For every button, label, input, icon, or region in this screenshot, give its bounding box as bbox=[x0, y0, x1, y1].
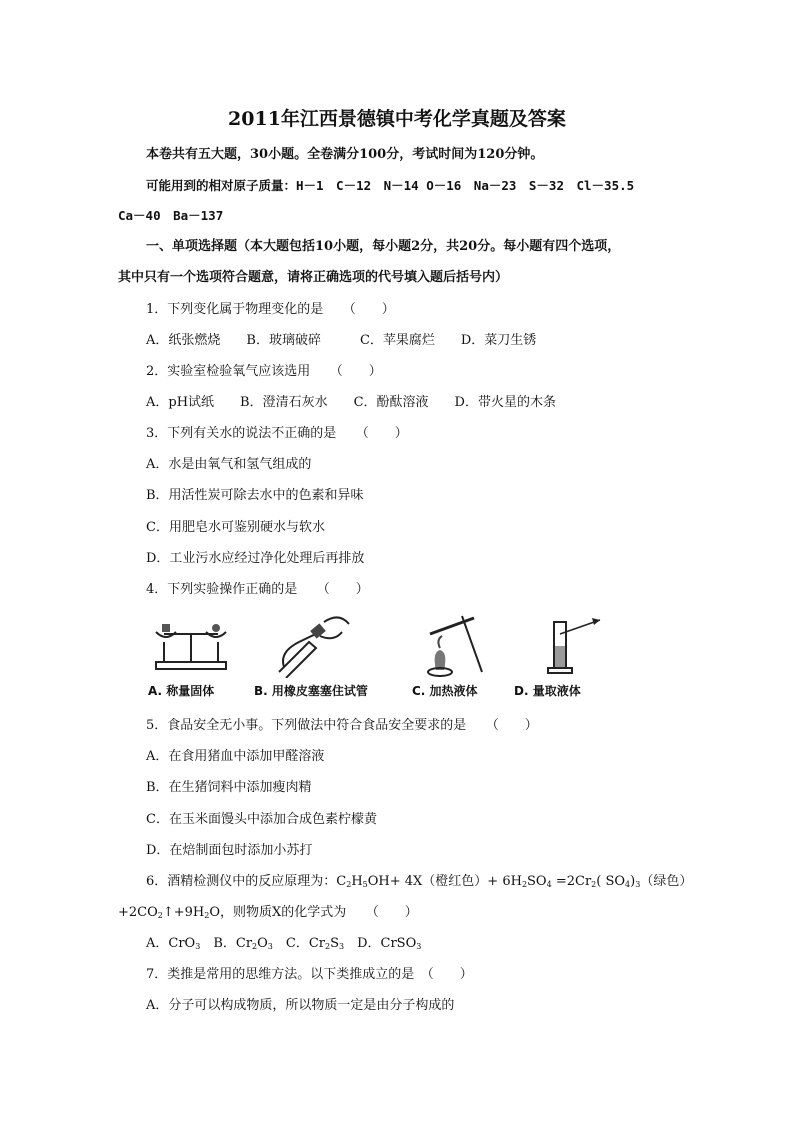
question-6-stem-line2: $+2CO_2↑+9H_2O$，则物质X的化学式为 （ ） bbox=[118, 905, 418, 920]
question-5-option-b: B．在生猪饲料中添加瘦肉精 bbox=[146, 780, 312, 795]
question-6-stem: 6．酒精检测仪中的反应原理为：$C_2H_5OH+ 4X$（橙红色）+ $6H_2SO_4 =2Cr_2$( $SO_4)_3$（绿色） bbox=[146, 874, 693, 889]
question-5-option-a: A．在食用猪血中添加甲醛溶液 bbox=[146, 749, 325, 764]
question-5-option-c: C．在玉米面馒头中添加合成色素柠檬黄 bbox=[146, 812, 377, 827]
test-tube-stopper-icon bbox=[254, 612, 364, 678]
question-1-stem: 1．下列变化属于物理变化的是 （ ） bbox=[146, 302, 395, 317]
question-4-stem: 4．下列实验操作正确的是 （ ） bbox=[146, 582, 369, 597]
section1-instructions: 其中只有一个选项符合题意，请将正确选项的代号填入题后括号内） bbox=[118, 270, 509, 285]
question-7-stem: 7．类推是常用的思维方法。以下类推成立的是 （ ） bbox=[146, 967, 473, 982]
atomic-masses-line1: 可能用到的相对原子质量：H－1 C－12 N－14 O－16 Na－23 S－32 Cl－35.5 bbox=[146, 178, 635, 193]
figure-d bbox=[514, 612, 634, 704]
figure-d-caption: D. 量取液体 bbox=[514, 684, 581, 698]
question-4-figures bbox=[146, 612, 626, 704]
atomic-masses-line2: Ca－40 Ba－137 bbox=[118, 208, 224, 223]
figure-c-caption: C. 加热液体 bbox=[412, 684, 478, 698]
page-title: 2011年江西景德镇中考化学真题及答案 bbox=[228, 108, 566, 130]
question-2-stem: 2．实验室检验氧气应该选用 （ ） bbox=[146, 364, 382, 379]
section1-heading: 一、单项选择题（本大题包括10小题，每小题2分，共20分。每小题有四个选项， bbox=[146, 239, 621, 254]
exam-intro: 本卷共有五大题，30小题。全卷满分100分，考试时间为120分钟。 bbox=[146, 147, 544, 162]
balance-icon bbox=[146, 612, 246, 678]
question-3-option-c: C．用肥皂水可鉴别硬水与软水 bbox=[146, 520, 325, 535]
graduated-cylinder-icon bbox=[514, 612, 624, 678]
heating-test-tube-icon bbox=[412, 612, 502, 678]
figure-a-caption: A. 称量固体 bbox=[148, 684, 215, 698]
figure-a bbox=[146, 612, 266, 704]
question-3-option-a: A．水是由氧气和氢气组成的 bbox=[146, 457, 312, 472]
figure-b-caption: B. 用橡皮塞塞住试管 bbox=[254, 684, 368, 698]
question-1-options: A．纸张燃烧 B．玻璃破碎 C．苹果腐烂 D．菜刀生锈 bbox=[146, 333, 537, 348]
question-5-option-d: D．在焙制面包时添加小苏打 bbox=[146, 843, 313, 858]
question-3-stem: 3．下列有关水的说法不正确的是 （ ） bbox=[146, 426, 408, 441]
question-3-option-d: D．工业污水应经过净化处理后再排放 bbox=[146, 551, 365, 566]
question-2-options: A．pH试纸 B．澄清石灰水 C．酚酞溶液 D．带火星的木条 bbox=[146, 395, 556, 410]
question-5-stem: 5．食品安全无小事。下列做法中符合食品安全要求的是 （ ） bbox=[146, 718, 538, 733]
question-3-option-b: B．用活性炭可除去水中的色素和异味 bbox=[146, 488, 364, 503]
figure-b bbox=[254, 612, 374, 704]
question-6-options: A．CrO$_3$ B．$Cr_2O_3$ C．$Cr_2S_3$ D．CrSO$_3$ bbox=[146, 936, 422, 951]
question-7-option-a: A．分子可以构成物质，所以物质一定是由分子构成的 bbox=[146, 998, 455, 1013]
